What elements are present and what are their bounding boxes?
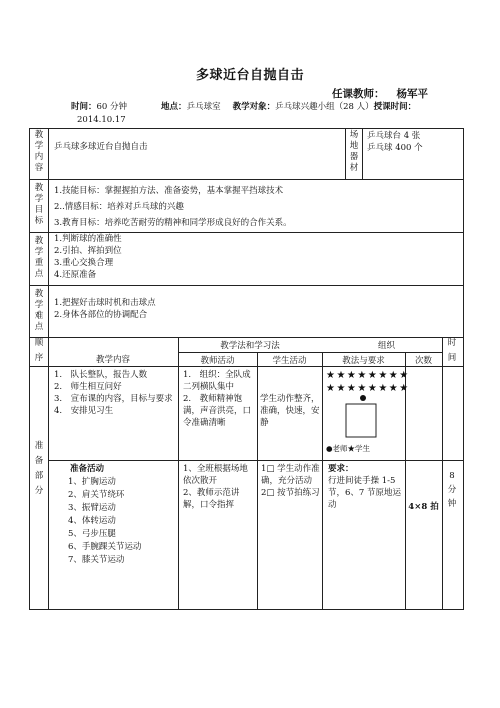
list-item: 1□ 学生动作准确，充分活动 [261, 464, 320, 486]
list-item: 2、教师示范讲解，口令指挥 [183, 488, 240, 510]
formation-stars-row2: ★★★★★★★★ [326, 383, 410, 394]
list-item: 1、扩胸运动 [68, 477, 116, 487]
list-item: 4. 安排见习生 [54, 406, 114, 416]
list-item: 5、弓步压腿 [68, 529, 116, 539]
prep-row1-content [54, 369, 174, 417]
organize-header: 组织 [377, 341, 395, 351]
key-point-item: 2.引拍、挥拍到位 [54, 246, 122, 256]
key-point-item: 3.重心交换合理 [54, 258, 114, 268]
prep-activity-title: 准备活动 [70, 464, 105, 474]
goal-item: 3.教育目标：培养吃苦耐劳的精神和同学形成良好的合作关系。 [54, 218, 292, 228]
prep-section-label: 准 备 部 分 [34, 441, 44, 496]
difficulties-label: 教 学 难 点 [34, 289, 44, 332]
list-item: 1、全班根据场地依次散开 [183, 464, 248, 486]
prep-count: 4×8 拍 [408, 502, 439, 512]
list-item: 2. 师生相互问好 [54, 382, 122, 392]
list-item: 1. 队长整队，报告人数 [54, 370, 148, 380]
date-label: 授课时间： [373, 102, 417, 112]
content-header: 教学内容 [95, 355, 130, 365]
list-item: 2. 教师精神饱满，声音洪亮，口令准确清晰 [183, 394, 252, 428]
formation-diagram [322, 393, 405, 441]
requirement-text: 行进间徒手操 1-5 节，6、7 节原地运动 [328, 476, 402, 510]
formation-legend: ●老师★学生 [326, 444, 371, 453]
order-header: 顺 序 [34, 338, 44, 363]
goal-item: 2..情感目标：培养对乒乓球的兴趣 [54, 202, 184, 212]
key-points-label: 教 学 重 点 [34, 236, 44, 279]
teacher-info [332, 86, 428, 101]
lesson-plan-table [29, 128, 464, 610]
place-label: 地点： [161, 102, 187, 112]
list-item: 4、体转运动 [68, 516, 116, 526]
student-activity-header: 学生活动 [272, 356, 307, 366]
prep-row2-requirements [328, 463, 404, 511]
list-item: 3、振臂运动 [68, 503, 116, 513]
list-item: 2、肩关节绕环 [68, 490, 125, 500]
date-value: 2014.10.17 [77, 115, 126, 125]
target-value: 乒乓球兴趣小组（28 人） [275, 102, 374, 112]
teacher-dot [360, 395, 366, 401]
venue-items: 乒乓球台 4 张 乒乓球 400 个 [367, 131, 423, 153]
key-point-item: 4.还原准备 [54, 270, 97, 280]
difficulty-item: 1.把握好击球时机和击球点 [54, 298, 156, 308]
formation-stars-row1: ★★★★★★★★ [326, 370, 410, 381]
difficulty-item: 2.身体各部位的协调配合 [54, 310, 148, 320]
time-header: 时 间 [447, 338, 457, 363]
prep-row2-teacher [183, 463, 255, 511]
prep-activity-list [68, 476, 141, 567]
list-item: 1. 组织：全队成二列横队集中 [183, 370, 251, 392]
requirement-title: 要求： [328, 464, 354, 474]
court-outline [346, 404, 376, 437]
list-item: 6、手腕踝关节运动 [68, 542, 142, 552]
key-points-list [54, 233, 122, 281]
key-point-item: 1.判断球的准确性 [54, 234, 122, 244]
target-label: 教学对象： [232, 102, 276, 112]
venue-label: 场 地 器 材 [349, 130, 359, 173]
count-header: 次数 [414, 356, 432, 366]
goal-item: 1.技能目标：掌握握拍方法、准备姿势，基本掌握平挡球技术 [54, 186, 284, 196]
teacher-label: 任课教师： [332, 88, 385, 100]
method-req-header: 教法与要求 [342, 356, 385, 366]
goals-label: 教 学 目 标 [34, 183, 44, 226]
prep-time: 8 分 钟 [447, 471, 457, 509]
page-title: 多球近台自抛自击 [195, 68, 304, 83]
difficulties-list [54, 297, 156, 321]
prep-row1-teacher [183, 369, 255, 429]
list-item: 2□ 按节拍练习 [261, 488, 320, 498]
prep-row1-student: 学生动作整齐，准确，快速，安静 [260, 394, 320, 428]
time-value: 60 分钟 [96, 102, 128, 112]
list-item: 3. 宣布课的内容，目标与要求 [54, 394, 173, 404]
place-value: 乒乓球室 [186, 102, 221, 112]
content-text: 乒乓球多球近台自抛自击 [54, 142, 148, 152]
goals-list [54, 183, 292, 231]
time-label: 时间： [71, 102, 97, 112]
list-item: 7、膝关节运动 [68, 555, 125, 565]
prep-row2-student [261, 463, 320, 499]
teacher-name: 杨军平 [396, 88, 428, 100]
teacher-activity-header: 教师活动 [200, 356, 235, 366]
lesson-meta [71, 101, 491, 127]
content-label: 教 学 内 容 [34, 130, 44, 173]
methods-header: 教学法和学习法 [220, 341, 280, 351]
